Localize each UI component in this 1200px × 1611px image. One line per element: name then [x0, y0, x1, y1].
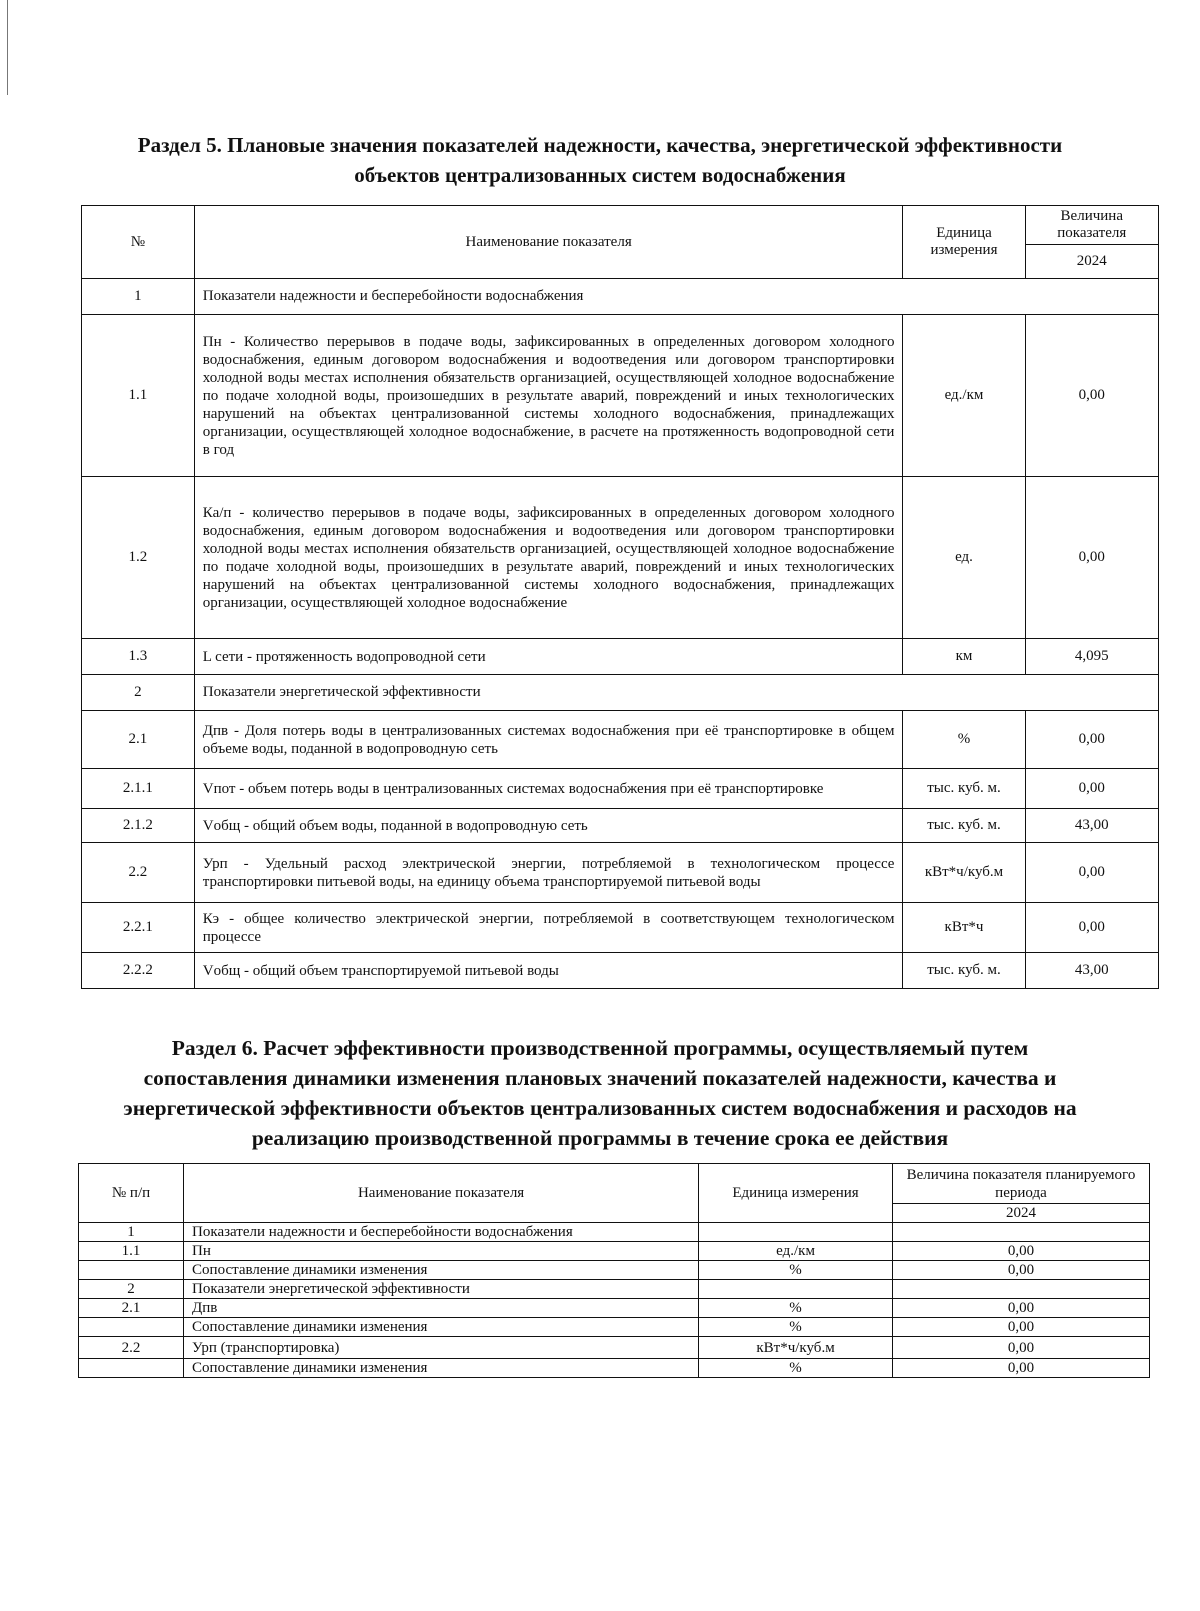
row-value [892, 1223, 1149, 1242]
row-group-name: Показатели надежности и бесперебойности водоснабжения [194, 279, 1158, 315]
section6-table-body [79, 1223, 1150, 1378]
table-row [79, 1299, 1150, 1318]
section5-title-line1: Раздел 5. Плановые значения показателей надежности, качества, энергетической эффективности [137, 133, 1063, 157]
row-name: Кэ - общее количество электрической энергии, потребляемой в соответствующем технологическом процессе [194, 903, 903, 953]
header-unit: Единица измерения [903, 206, 1025, 279]
row-value: 0,00 [892, 1337, 1149, 1359]
header-no: № [82, 206, 195, 279]
row-number: 2 [79, 1280, 184, 1299]
row-unit: % [699, 1261, 893, 1280]
header-no: № п/п [79, 1164, 184, 1223]
row-unit: тыс. куб. м. [903, 769, 1025, 809]
table-row [82, 315, 1159, 477]
row-name: L сети - протяженность водопроводной сети [194, 639, 903, 675]
table-row [79, 1280, 1150, 1299]
header-unit: Единица измерения [699, 1164, 893, 1223]
header-value: Величина показателя [1025, 206, 1158, 245]
row-value: 0,00 [1025, 315, 1158, 477]
row-number: 2.1.1 [82, 769, 195, 809]
row-value: 0,00 [1025, 477, 1158, 639]
header-value: Величина показателя планируемого периода [892, 1164, 1149, 1204]
row-value: 0,00 [1025, 903, 1158, 953]
row-name: Ка/п - количество перерывов в подаче воды, зафиксированных в определенных договором холодного водоснабжения, единым договором водоснабжения и водоотведения или договором транспортировки холодной воды местах исполнения обязательств организацией, осуществляющей холодное водоснабжение по подаче холодной воды, произошедших в результате аварий, повреждений и иных технологических нарушений на объектах централизованной системы холодного водоснабжения, принадлежащих организации, осуществляющей холодное водоснабжение [194, 477, 903, 639]
row-name: Vпот - объем потерь воды в централизованных системах водоснабжения при её транспортировке [194, 769, 903, 809]
row-number: 1.1 [82, 315, 195, 477]
row-number: 1.3 [82, 639, 195, 675]
table-row [82, 675, 1159, 711]
section6-title-line1: Раздел 6. Расчет эффективности производственной программы, осуществляемый путем [171, 1036, 1029, 1060]
row-number: 1 [79, 1223, 184, 1242]
section6-title-line4: реализацию производственной программы в течение срока ее действия [251, 1126, 949, 1150]
row-unit: ед./км [699, 1242, 893, 1261]
header-name: Наименование показателя [184, 1164, 699, 1223]
row-number [79, 1318, 184, 1337]
row-unit: кВт*ч [903, 903, 1025, 953]
table-row [79, 1337, 1150, 1359]
table-row [82, 477, 1159, 639]
row-unit: тыс. куб. м. [903, 953, 1025, 989]
table-row [82, 953, 1159, 989]
table-row [82, 639, 1159, 675]
row-name: Урп (транспортировка) [184, 1337, 699, 1359]
row-value: 0,00 [1025, 843, 1158, 903]
row-unit: % [699, 1359, 893, 1378]
row-name: Пн - Количество перерывов в подаче воды, зафиксированных в определенных договором холодного водоснабжения, единым договором водоснабжения и водоотведения или договором транспортировки холодной воды местах исполнения обязательств организацией, осуществляющей холодное водоснабжение по подаче холодной воды, произошедших в результате аварий, повреждений и иных технологических нарушений на объектах централизованной системы холодного водоснабжения, принадлежащих организации, осуществляющей холодное водоснабжение, в расчете на протяженность водопроводной сети в год [194, 315, 903, 477]
table-row [82, 279, 1159, 315]
row-number [79, 1261, 184, 1280]
row-value: 4,095 [1025, 639, 1158, 675]
row-unit: ед. [903, 477, 1025, 639]
section6-title-line3: энергетической эффективности объектов централизованных систем водоснабжения и расходов на [123, 1096, 1077, 1120]
row-number: 2.1 [79, 1299, 184, 1318]
row-name: Показатели надежности и бесперебойности водоснабжения [184, 1223, 699, 1242]
section6-title [60, 1033, 1140, 1153]
row-number: 2.2 [79, 1337, 184, 1359]
row-number: 2.1 [82, 711, 195, 769]
row-value: 0,00 [892, 1261, 1149, 1280]
row-number: 2.2.1 [82, 903, 195, 953]
section6-table [78, 1163, 1150, 1378]
table-row [82, 711, 1159, 769]
row-number: 2 [82, 675, 195, 711]
table-row [79, 1261, 1150, 1280]
section5-title [60, 130, 1140, 190]
table-row [82, 843, 1159, 903]
row-unit [699, 1223, 893, 1242]
row-name: Пн [184, 1242, 699, 1261]
row-unit: кВт*ч/куб.м [699, 1337, 893, 1359]
row-name: Показатели энергетической эффективности [184, 1280, 699, 1299]
row-name: Vобщ - общий объем транспортируемой питьевой воды [194, 953, 903, 989]
row-value [892, 1280, 1149, 1299]
row-unit: % [699, 1318, 893, 1337]
scan-margin-line [7, 0, 8, 95]
row-name: Сопоставление динамики изменения [184, 1261, 699, 1280]
row-unit: кВт*ч/куб.м [903, 843, 1025, 903]
row-value: 0,00 [892, 1242, 1149, 1261]
row-value: 43,00 [1025, 809, 1158, 843]
row-unit: ед./км [903, 315, 1025, 477]
row-number [79, 1359, 184, 1378]
header-year: 2024 [1025, 245, 1158, 279]
row-value: 0,00 [892, 1318, 1149, 1337]
row-unit: км [903, 639, 1025, 675]
table-row [82, 809, 1159, 843]
row-number: 2.1.2 [82, 809, 195, 843]
row-number: 1.1 [79, 1242, 184, 1261]
row-number: 1 [82, 279, 195, 315]
row-value: 0,00 [892, 1299, 1149, 1318]
table-row [82, 903, 1159, 953]
row-value: 0,00 [892, 1359, 1149, 1378]
row-unit [699, 1280, 893, 1299]
row-unit: % [903, 711, 1025, 769]
section5-table [81, 205, 1159, 989]
row-number: 2.2.2 [82, 953, 195, 989]
header-name: Наименование показателя [194, 206, 903, 279]
row-name: Vобщ - общий объем воды, поданной в водопроводную сеть [194, 809, 903, 843]
table-row [79, 1359, 1150, 1378]
section5-title-line2: объектов централизованных систем водоснабжения [354, 163, 846, 187]
row-number: 2.2 [82, 843, 195, 903]
row-name: Дпв [184, 1299, 699, 1318]
row-name: Сопоставление динамики изменения [184, 1359, 699, 1378]
table-row [82, 769, 1159, 809]
table-row [79, 1242, 1150, 1261]
row-value: 0,00 [1025, 769, 1158, 809]
header-year: 2024 [892, 1204, 1149, 1223]
row-unit: % [699, 1299, 893, 1318]
row-name: Урп - Удельный расход электрической энергии, потребляемой в технологическом процессе транспортировки питьевой воды, на единицу объема транспортируемой питьевой воды [194, 843, 903, 903]
row-value: 0,00 [1025, 711, 1158, 769]
section5-table-body [82, 279, 1159, 989]
row-group-name: Показатели энергетической эффективности [194, 675, 1158, 711]
table-row [79, 1223, 1150, 1242]
row-name: Дпв - Доля потерь воды в централизованных системах водоснабжения при её транспортировке в общем объеме воды, поданной в водопроводную сеть [194, 711, 903, 769]
row-value: 43,00 [1025, 953, 1158, 989]
row-name: Сопоставление динамики изменения [184, 1318, 699, 1337]
row-number: 1.2 [82, 477, 195, 639]
section6-title-line2: сопоставления динамики изменения плановых значений показателей надежности, качества и [143, 1066, 1057, 1090]
table-row [79, 1318, 1150, 1337]
row-unit: тыс. куб. м. [903, 809, 1025, 843]
